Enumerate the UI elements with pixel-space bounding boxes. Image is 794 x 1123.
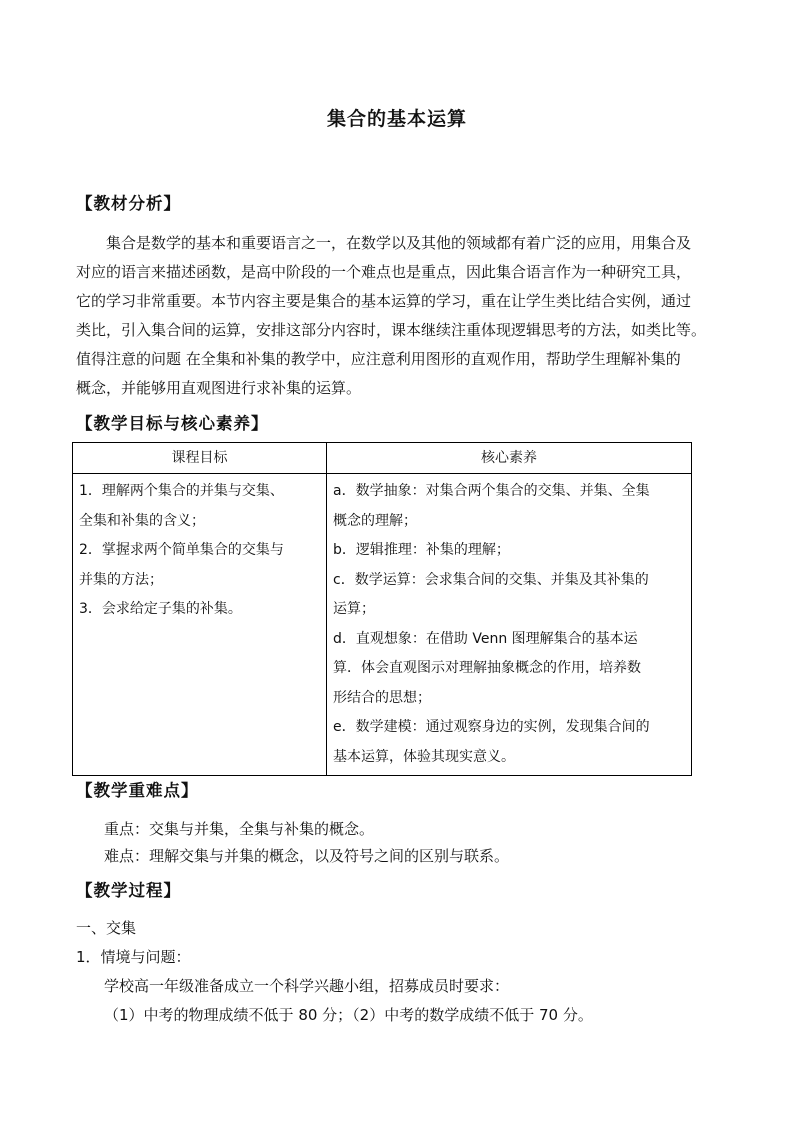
- course-goal-line: 并集的方法；: [79, 571, 163, 588]
- analysis-line: 概念，并能够用直观图进行求补集的运算。: [76, 379, 362, 397]
- core-literacy-line: 运算；: [333, 601, 375, 617]
- course-goals-cell: [73, 474, 327, 776]
- key-points-text: 重点：交集与并集，全集与补集的概念。: [104, 820, 375, 838]
- course-goal-line: 全集和补集的含义；: [79, 512, 205, 529]
- section-heading-goals: 【教学目标与核心素养】: [76, 414, 269, 433]
- course-goal-line: 3．会求给定子集的补集。: [79, 601, 242, 617]
- process-part-heading: 一、交集: [76, 919, 137, 937]
- analysis-line: 它的学习非常重要。本节内容主要是集合的基本运算的学习，重在让学生类比结合实例，通过: [76, 292, 692, 310]
- analysis-line: 集合是数学的基本和重要语言之一，在数学以及其他的领域都有着广泛的应用，用集合及: [106, 234, 692, 252]
- section-heading-process: 【教学过程】: [76, 881, 181, 900]
- goals-table-row: [73, 474, 692, 776]
- course-goal-line: 2．掌握求两个简单集合的交集与: [79, 542, 284, 558]
- core-literacy-line: 概念的理解；: [333, 512, 417, 529]
- process-scenario-text: 学校高一年级准备成立一个科学兴趣小组，招募成员时要求：: [104, 977, 510, 995]
- document-title: 集合的基本运算: [326, 108, 467, 130]
- analysis-line: 对应的语言来描述函数，是高中阶段的一个难点也是重点，因此集合语言作为一种研究工具，: [76, 263, 692, 281]
- core-literacy-line: e．数学建模：通过观察身边的实例，发现集合间的: [333, 719, 650, 735]
- core-literacy-line: 算．体会直观图示对理解抽象概念的作用，培养数: [333, 660, 641, 676]
- core-literacy-line: c．数学运算：会求集合间的交集、并集及其补集的: [333, 571, 649, 588]
- goals-table-header-literacy: 核心素养: [327, 443, 692, 474]
- core-literacy-line: d．直观想象：在借助 Venn 图理解集合的基本运: [333, 630, 638, 647]
- process-item-heading: 1．情境与问题：: [76, 948, 191, 966]
- core-literacy-cell: [327, 474, 692, 776]
- core-literacy-line: b．逻辑推理：补集的理解；: [333, 542, 510, 558]
- section-heading-analysis: 【教材分析】: [76, 194, 181, 213]
- core-literacy-line: 形结合的思想；: [333, 689, 431, 706]
- process-requirements-text: （1）中考的物理成绩不低于 80 分；（2）中考的数学成绩不低于 70 分。: [104, 1006, 593, 1024]
- analysis-line: 类比，引入集合间的运算，安排这部分内容时，课本继续注重体现逻辑思考的方法，如类比等。: [76, 321, 707, 339]
- goals-table-header-row: [73, 443, 692, 474]
- core-literacy-line: 基本运算，体验其现实意义。: [333, 748, 515, 765]
- section-heading-key-points: 【教学重难点】: [76, 781, 199, 800]
- core-literacy-line: a．数学抽象：对集合两个集合的交集、并集、全集: [333, 483, 650, 499]
- difficult-points-text: 难点：理解交集与并集的概念，以及符号之间的区别与联系。: [104, 847, 510, 865]
- course-goal-line: 1．理解两个集合的并集与交集、: [79, 483, 284, 499]
- analysis-line: 值得注意的问题 在全集和补集的教学中，应注意利用图形的直观作用，帮助学生理解补集的: [76, 350, 681, 368]
- goals-table: [72, 442, 692, 776]
- goals-table-header-course: 课程目标: [73, 443, 327, 474]
